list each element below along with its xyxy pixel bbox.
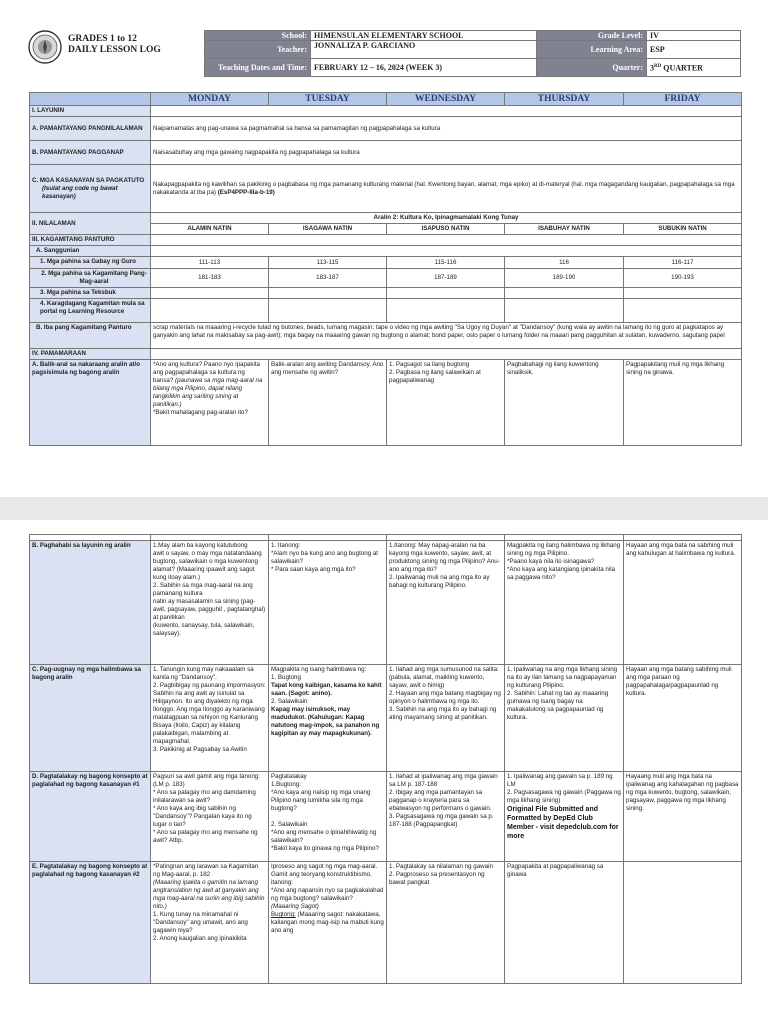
- section-layunin: I. LAYUNIN: [30, 106, 151, 117]
- paghahabi-label: B. Paghahabi sa layunin ng aralin: [30, 541, 151, 665]
- kagamitang-page-thu: 189-190: [505, 269, 624, 288]
- guro-page-thu: 116: [505, 257, 624, 269]
- page-1: [0, 0, 768, 497]
- grade-value: IV: [647, 31, 741, 41]
- paghahabi-wednesday: 1.Itanong: May napag-aralan na ba kayong mga kuwento, sayaw, awit, at produktong sining ng mga Pilipino? Anu-ano ang mga ito? 2. Ipaliwanag muli na ang mga ito ay bahagi ng kulturang Pilipino.: [387, 541, 505, 665]
- portal-label: 4. Karagdagang Kagamitan mula sa portal ng Learning Resource: [30, 299, 151, 323]
- pamantayang-pagganap-text: Naisasabuhay ang mga gawaing nagpapakita ng pagpapahalaga sa kultura: [151, 141, 742, 165]
- pagtatalakay-1-friday: Hayaang muli ang mga bata na ipaliwanag ang kahalagahan ng pagbasa ng mga kuwento, bugtong, salawikain, pagsayaw, paggawa ng mga likhang sining.: [624, 772, 742, 862]
- form-title-line2: DAILY LESSON LOG: [68, 45, 161, 55]
- kagamitang-label: 2. Mga pahina sa Kagamitang Pang-Mag-aaral: [30, 269, 151, 288]
- header-info-table: [204, 30, 741, 77]
- pag-uugnay-thursday: 1. Ipaliwanag na ang mga likhang sining na ito ay ilan lamang sa nagpapayaman ng kulturang Pilipino. 2. Sabihin: Lahat ng tao ay maaaring gumawa ng isang bagay na makakatulong sa pagpapaunlad ng kultura.: [505, 665, 624, 772]
- kagamitang-page-fri: 190-193: [624, 269, 742, 288]
- balik-aral-thursday: Pagbabahagi ng ilang kuwentong sinaliksik.: [505, 360, 624, 446]
- kasanayan-text: Nakapagpapakita ng kawilihan sa pakikinig o pagbabasa ng mga pamanang kulturang material (hal. Kwentong bayan, alamat, mga epiko) at di-materyal (hal. mga magagandang kaugalian, pagpapahalaga sa mga nakakatanda at iba pa) (EsP4PPP-IIIa-b-19): [151, 165, 742, 213]
- lesson-log-table-2: [29, 534, 742, 984]
- kagamitang-page-mon: 181-183: [151, 269, 269, 288]
- section-kagamitang-panturo: III. KAGAMITANG PANTURO: [30, 235, 151, 246]
- form-title-line1: GRADES 1 to 12: [68, 34, 137, 44]
- guro-page-tue: 113-115: [269, 257, 387, 269]
- pag-uugnay-tuesday: Magpakita ng isang halimbawa ng: 1. Bugtong Tapat kong kaibigan, kasama ko kahit saan. (Sagot: anino). 2. Salawikain Kapag may isinuksok, may madudukot. (Kahulugan: Kapag natutong mag-impok, sa panahon ng kagipitan ay may mapagkukunan).: [269, 665, 387, 772]
- phase-alamin: ALAMIN NATIN: [151, 224, 269, 235]
- kasanayan-code: (EsP4PPP-IIIa-b-19): [217, 188, 275, 196]
- guro-page-fri: 116-117: [624, 257, 742, 269]
- kagamitang-page-wed: 187-189: [387, 269, 505, 288]
- depedclub-watermark-text: Original File Submitted and Formatted by DepEd Club Member - visit depedclub.com for more: [507, 806, 619, 840]
- quarter-value: 3RD QUARTER: [647, 59, 741, 77]
- learning-area-value: ESP: [647, 41, 741, 59]
- school-value: HIMENSULAN ELEMENTARY SCHOOL: [311, 31, 537, 41]
- sanggunian-label: A. Sanggunian: [30, 246, 151, 257]
- guro-page-mon: 111-113: [151, 257, 269, 269]
- iba-pang-kagamitan-text: scrap materials na maaaring i-recycle tulad ng butones, beads, lumang magasin; tape o video ng mga awiting "Sa Ugoy ng Duyan" at "Dandansoy" (kung wala ay awitin na lamang ito ng guro at pagkatapos ay ganyakin ang lahat na makisabay sa pag-awit); mga bagay na maaaring gawan ng bugtong o alamat; bond paper, oslo paper o lumang folder na maaari pang pagguhitan at sulatan, kuwaderno, sagutang papel: [151, 323, 742, 349]
- nilalaman-text: Aralin 2: Kultura Ko, Ipinagmamalaki Kong Tunay: [151, 213, 742, 224]
- pagtatalakay-2-tuesday: Iproseso ang sagot ng mga mag-aaral. Gamit ang teoryang konstruktibismo, itanong: *Ano ang napansin nyo sa pagkakalahad ng mga bugtong? salawikain? (Maaaring Sagot) Bugtong: (Maaaring sagot: nakakatawa, kailangan mong mag-isip na mabuti kung ano ang: [269, 862, 387, 984]
- paghahabi-thursday: Magpakita ng ilang halimbawa ng likhang sining ng mga Pilipino. *Paano kaya nila ito isinagawa? *Ano kaya ang katangiang ipinakita nila sa paggawa nito?: [505, 541, 624, 665]
- phase-subukin: SUBUKIN NATIN: [624, 224, 742, 235]
- pagtatalakay-2-thursday: Pagpapakita at pagpapaliwanag sa ginawa: [505, 862, 624, 984]
- section-pamamaraan: IV. PAMAMARAAN: [30, 349, 151, 360]
- day-friday: FRIDAY: [624, 93, 742, 106]
- balik-aral-friday: Pagpapakitang muli ng mga likhang sining na ginawa.: [624, 360, 742, 446]
- phase-isagawa: ISAGAWA NATIN: [269, 224, 387, 235]
- learning-area-label: Learning Area:: [537, 41, 647, 59]
- balik-aral-monday: *Ano ang kultura? Paano nyo ipapakita ang pagpapahalaga sa kultura ng bansa? (paunawa sa mga mag-aaral na bilang mga Pilipino, dapat nilang tangkilikin ang sariling sining at panitikan.) *Bakit mahalagang pag-aralan ito?: [151, 360, 269, 446]
- phase-isapuso: ISAPUSO NATIN: [387, 224, 505, 235]
- corner-cell: [30, 93, 151, 106]
- pagtatalakay-2-monday: *Patingnan ang larawan sa Kagamitan ng Mag-aaral, p. 182 (Maaaring ipakita o gamitin na lamang angtranslation ng awit at ganyakin ang mga mag-aaral na suriin ang ibig sabihin nito.) 1. Kung tunay na minamahal ni "Dandansoy" ang umawit, ano ang gagawin niya? 2. Anong kaugalian ang ipinakikita: [151, 862, 269, 984]
- paghahabi-tuesday: 1. Itanong: *Alam nyo ba kung ano ang bugtong at salawikain? * Para saan kaya ang mga ito?: [269, 541, 387, 665]
- school-label: School:: [205, 31, 311, 41]
- teacher-value: JONNALIZA P. GARCIANO: [311, 41, 537, 59]
- pag-uugnay-friday: Hayaan ang mga batang sabihing muli ang mga paraan ng pagpapahalaga/pagpapaunlad ng kultura.: [624, 665, 742, 772]
- grade-label: Grade Level:: [537, 31, 647, 41]
- gabay-guro-label: 1. Mga pahina sa Gabay ng Guro: [30, 257, 151, 269]
- balik-aral-tuesday: Balik-aralan ang awiting Dandansoy. Ano ang mensahe ng awitin?: [269, 360, 387, 446]
- lesson-log-table-1: [29, 92, 742, 446]
- pag-uugnay-monday: 1. Tanungin kung may nakaaalam sa kanila ng "Dandansoy". 2. Pagbibigay ng paunang impormasyon: Sabihin na ang awit ay isinulat sa Hiligaynon. Ito ang diyalekto ng mga Ilonggo. Ang mga Ilonggo ay karaniwang matatagpuan sa rehiyon ng Kanlurang Bisaya (Iloilo, Capiz) ay kilalang palakaibigan, malambing at mapagmahal. 3. Pakikinig at Pagsabay sa Awitin: [151, 665, 269, 772]
- day-monday: MONDAY: [151, 93, 269, 106]
- pagtatalakay-1-thursday: 1. Ipaliwanag ang gawain sa p. 189 ng LM 2. Pagsasagawa ng gawain (Paggawa ng mga likhang sining) Original File Submitted and Formatted by DepEd Club Member - visit depedclub.com for more: [505, 772, 624, 862]
- kasanayan-label: C. MGA KASANAYAN SA PAGKATUTO (Isulat ang code ng bawat kasanayan): [30, 165, 151, 213]
- teacher-label: Teacher:: [205, 41, 311, 59]
- pamantayang-pagganap-label: B. PAMANTAYANG PAGGANAP: [30, 141, 151, 165]
- phase-isabuhay: ISABUHAY NATIN: [505, 224, 624, 235]
- quarter-label: Quarter:: [537, 59, 647, 77]
- pagtatalakay-1-monday: Pagsuri sa awit gamit ang mga tanong: (LM p. 183) * Ano sa palagay mo ang damdaming inilalarawan sa awit? * Ano kaya ang ibig sabihin ng "Dandansoy"? Pangalan kaya ito ng lugar o tao? * Ano sa palagay mo ang mensahe ng awit? Atbp.: [151, 772, 269, 862]
- iba-pang-kagamitan-label: B. Iba pang Kagamitang Panturo: [30, 323, 151, 349]
- pamantayang-pangnilalaman-label: A. PAMANTAYANG PANGNILALAMAN: [30, 117, 151, 141]
- guro-page-wed: 115-116: [387, 257, 505, 269]
- pagtatalakay-2-label: E. Pagtatalakay ng bagong konsepto at paglalahad ng bagong kasanayan #2: [30, 862, 151, 984]
- nilalaman-label: II. NILALAMAN: [30, 213, 151, 235]
- pagtatalakay-2-friday: [624, 862, 742, 984]
- dates-value: FEBRUARY 12 – 16, 2024 (WEEK 3): [311, 59, 537, 77]
- form-title: [68, 34, 161, 56]
- balik-aral-wednesday: 1. Pagsagot sa ilang bugtong 2. Pagbasa ng ilang salawikain at pagpapaliwanag: [387, 360, 505, 446]
- pag-uugnay-label: C. Pag-uugnay ng mga halimbawa sa bagong aralin: [30, 665, 151, 772]
- pamantayang-pangnilalaman-text: Naipamamalas ang pag-unawa sa pagmamahal sa bansa sa pamamagitan ng pagpapahalaga sa kultura: [151, 117, 742, 141]
- paghahabi-monday: 1.May alam ba kayong katutubong awit o sayaw, o may mga natatandaang bugtong, salawikain o mga kuwentong alamat? (Maaaring ipaawit ang sagot kung itoay alam.) 2. Sabihin sa mga mag-aaral na ang pamanang kultura natin ay masasalamin sa sining (pag-awit, pagsayaw, pagguhit , pagtatanghal) at panitikan (kuwento, sanaysay, tula, salawikain, salaysay).: [151, 541, 269, 665]
- kagamitang-page-tue: 183-187: [269, 269, 387, 288]
- dates-label: Teaching Dates and Time:: [205, 59, 311, 77]
- day-tuesday: TUESDAY: [269, 93, 387, 106]
- deped-seal-logo: [28, 30, 62, 64]
- teksbuk-label: 3. Mga pahina sa Teksbuk: [30, 288, 151, 299]
- pagtatalakay-2-wednesday: 1. Pagtalakay sa nilalaman ng gawain 2. Pagproseso sa presentasyon ng bawat pangkat: [387, 862, 505, 984]
- paghahabi-friday: Hayaan ang mga bata na sabihing muli ang kahulugan at halimbawa ng kultura.: [624, 541, 742, 665]
- pagtatalakay-1-tuesday: Pagtatalakay 1.Bugtong: *Ano kaya ang naisip ng mga unang Pilipino nang lumikha sila ng mga bugtong? 2. Salawikain *Ano ang mensahe o ipinahihiwatig ng salawikain? *Bakit kaya ito ginawa ng mga Pilipino?: [269, 772, 387, 862]
- day-thursday: THURSDAY: [505, 93, 624, 106]
- balik-aral-label: A. Balik-aral sa nakaraang aralin at/o pagsisimula ng bagong aralin: [30, 360, 151, 446]
- pag-uugnay-wednesday: 1. Ilahad ang mga sumusunod na salita: (pabula, alamat, maikling kuwento, sayaw, awit o himig) 2. Hayaan ang mga batang magbigay ng opinyon o halimbawa ng mga ito. 3. Sabihin na ang mga ito ay bahagi ng ating mayamang sining at panitikan.: [387, 665, 505, 772]
- pagtatalakay-1-wednesday: 1. Ilahad at ipaliwanag ang mga gawain sa LM p. 187-188 2. Ibigay ang mga pamantayan sa pagganap o krayteria para sa ebalwasyon ng performans o gawain. 3. Pagsasagawa ng mga gawain sa p. 187-188 (Pagpapangkat): [387, 772, 505, 862]
- pagtatalakay-1-label: D. Pagtatalakay ng bagong konsepto at paglalahad ng bagong kasanayan #1: [30, 772, 151, 862]
- page-2: [0, 520, 768, 1024]
- kasanayan-note: (Isulat ang code ng bawat kasanayan): [42, 184, 118, 200]
- day-wednesday: WEDNESDAY: [387, 93, 505, 106]
